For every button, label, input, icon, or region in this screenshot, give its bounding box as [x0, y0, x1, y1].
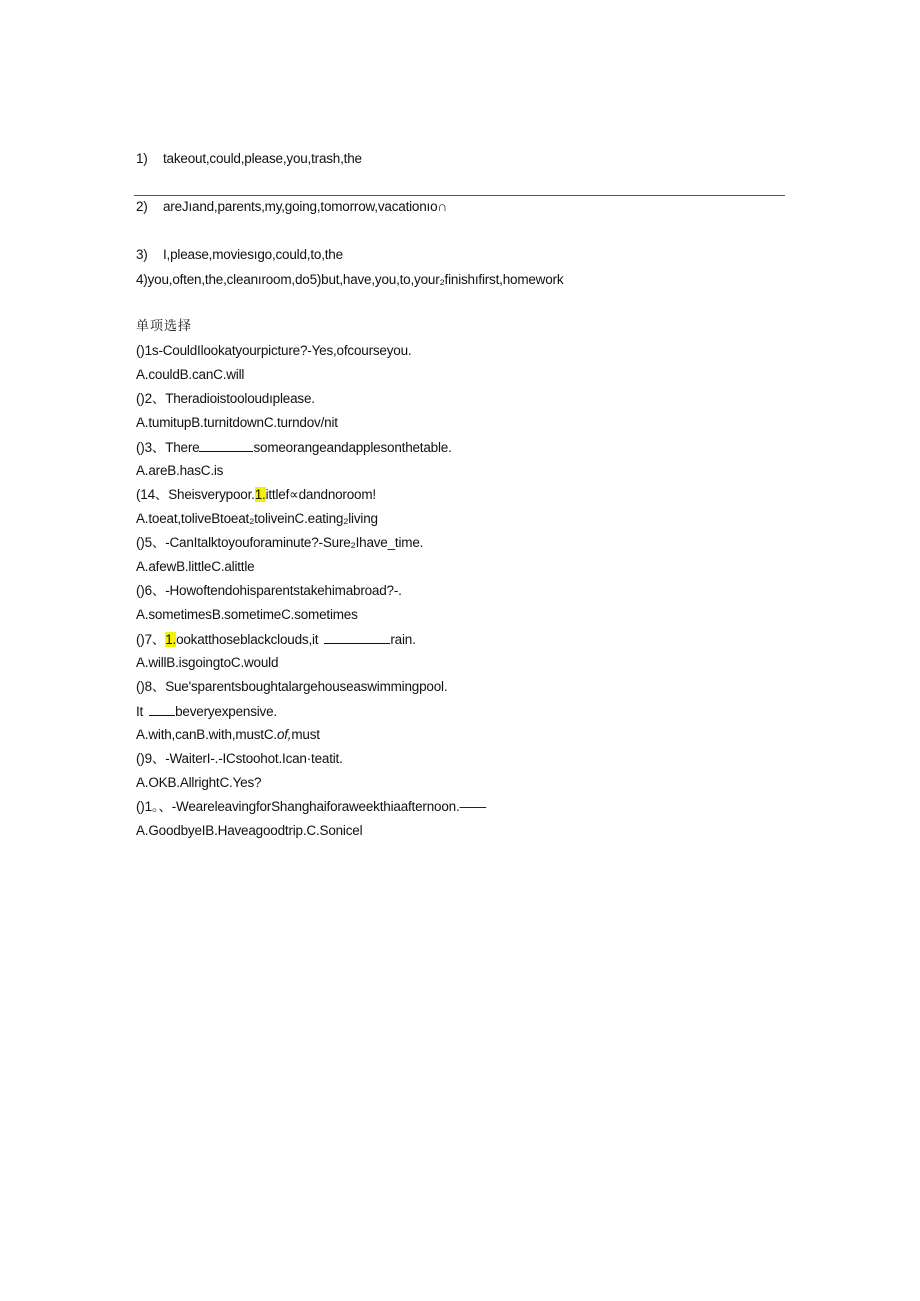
answer-blank: [149, 702, 175, 716]
question-text: It: [136, 704, 144, 719]
question-text: ()3、There: [136, 440, 200, 455]
question-text: ookatthoseblackclouds,it: [176, 632, 319, 647]
question-text: ittlef∝dandnoroom!: [265, 487, 376, 502]
highlight-mark: 1.: [165, 632, 177, 647]
answer-blank: [324, 630, 390, 644]
question-10-options: A.GoodbyeIB.Haveagoodtrip.C.Sonicel: [136, 823, 363, 838]
highlight-mark: 1.: [254, 487, 266, 502]
item-number: 2): [136, 199, 148, 214]
question-8: ()8、Sue'sparentsboughtalargehouseaswimmingpool.: [136, 679, 448, 694]
question-text: someorangeandapplesonthetable.: [253, 440, 452, 455]
question-text: rain.: [390, 632, 416, 647]
question-3-options: A.areB.hasC.is: [136, 463, 224, 478]
question-5: ()5、-CanItalktoyouforaminute?-Sure₂Ihave_time.: [136, 535, 424, 550]
question-6: ()6、-Howoftendohisparentstakehimabroad?-.: [136, 583, 402, 598]
question-7-options: A.willB.isgoingtoC.would: [136, 655, 279, 670]
question-2: ()2、Theradioistooloudıplease.: [136, 391, 315, 406]
question-3: [136, 438, 452, 457]
item-2: [136, 198, 447, 216]
item-text: I,please,moviesıgo,could,to,the: [163, 247, 343, 262]
question-6-options: A.sometimesB.sometimeC.sometimes: [136, 607, 358, 622]
question-8-line-2: [136, 702, 277, 721]
question-1-options: A.couldB.canC.will: [136, 367, 245, 382]
question-5-options: A.afewB.littleC.alittle: [136, 559, 255, 574]
question-2-options: A.tumitupB.turnitdownC.turndov/nit: [136, 415, 338, 430]
option-text: of,: [276, 727, 292, 742]
question-9: ()9、-WaiterI-.-ICstoohot.Ican·teatit.: [136, 751, 343, 766]
item-number: 1): [136, 151, 148, 166]
item-text: takeout,could,please,you,trash,the: [163, 151, 362, 166]
question-text: beveryexpensive.: [175, 704, 277, 719]
option-text: A.with,canB.with,mustC.: [136, 727, 277, 742]
question-4-options: A.toeat,toliveBtoeat₂toliveinC.eating₂living: [136, 511, 378, 526]
section-heading: 单项选择: [136, 319, 193, 334]
item-4-5: 4)you,often,the,cleanıroom,do5)but,have,you,to,your₂finishıfirst,homework: [136, 272, 564, 287]
item-3: [136, 246, 343, 264]
item-text: areJıand,parents,my,going,tomorrow,vacationıo∩: [163, 199, 447, 214]
answer-line: [134, 195, 785, 196]
option-text: must: [291, 727, 320, 742]
question-4: [136, 486, 376, 504]
question-text: ()7、: [136, 632, 166, 647]
question-10: ()1。、-WeareleavingforShanghaiforaweekthiaafternoon.——: [136, 799, 487, 814]
question-1: ()1s-CouldIlookatyourpicture?-Yes,ofcourseyou.: [136, 343, 412, 358]
question-9-options: A.OKB.AllrightC.Yes?: [136, 775, 262, 790]
item-1: [136, 150, 362, 168]
question-8-options: [136, 726, 320, 744]
item-number: 3): [136, 247, 148, 262]
question-text: (14、Sheisverypoor.: [136, 487, 255, 502]
answer-blank: [199, 438, 253, 452]
question-7: [136, 630, 416, 649]
